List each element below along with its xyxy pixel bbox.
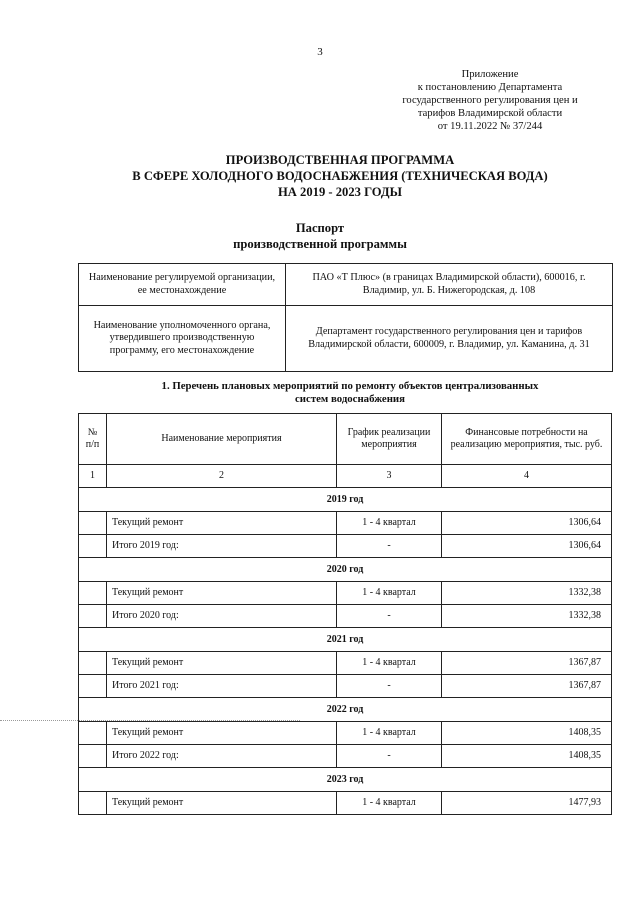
page-number: 3: [317, 46, 323, 58]
table-row: [79, 675, 612, 698]
table-row: [79, 722, 612, 745]
table-row: [79, 652, 612, 675]
table-row: [79, 745, 612, 768]
appendix-line: к постановлению Департамента: [417, 82, 563, 93]
work-name: Текущий ремонт: [107, 512, 337, 535]
work-name: Текущий ремонт: [107, 582, 337, 605]
work-name: Итого 2020 год:: [107, 605, 337, 628]
work-schedule: 1 - 4 квартал: [337, 792, 442, 815]
passport-value: Департамент государственного регулирования цен и тарифов Владимирской области, 600009, г. Владимир, ул. Каманина, д. 31: [286, 306, 613, 372]
column-number: 1: [79, 465, 107, 488]
table-row: [79, 535, 612, 558]
program-title: [60, 152, 620, 200]
passport-title-line: Паспорт: [295, 221, 345, 235]
work-schedule: 1 - 4 квартал: [337, 652, 442, 675]
appendix-line: от 19.11.2022 № 37/244: [437, 121, 543, 132]
work-schedule: -: [337, 605, 442, 628]
row-number: [79, 722, 107, 745]
column-number: 2: [107, 465, 337, 488]
header-cell: Наименование мероприятия: [107, 414, 337, 465]
work-schedule: 1 - 4 квартал: [337, 582, 442, 605]
year-label: 2019 год: [79, 488, 612, 512]
passport-row: [79, 264, 613, 306]
row-number: [79, 675, 107, 698]
year-row: [79, 698, 612, 722]
work-amount: 1332,38: [442, 582, 612, 605]
work-schedule: 1 - 4 квартал: [337, 512, 442, 535]
work-name: Текущий ремонт: [107, 722, 337, 745]
row-number: [79, 582, 107, 605]
passport-value: ПАО «Т Плюс» (в границах Владимирской области), 600016, г. Владимир, ул. Б. Нижегородская, д. 108: [286, 264, 613, 306]
year-label: 2021 год: [79, 628, 612, 652]
work-amount: 1367,87: [442, 652, 612, 675]
section-title-line: систем водоснабжения: [295, 393, 405, 405]
work-name: Итого 2021 год:: [107, 675, 337, 698]
work-schedule: -: [337, 745, 442, 768]
table-row: [79, 582, 612, 605]
row-number: [79, 535, 107, 558]
column-number: 3: [337, 465, 442, 488]
section-title-line: 1. Перечень плановых мероприятий по ремонту объектов централизованных: [161, 380, 539, 392]
row-number: [79, 512, 107, 535]
appendix-line: Приложение: [461, 69, 519, 80]
scan-dotted-line: [0, 720, 300, 721]
column-number-row: [79, 465, 612, 488]
work-amount: 1408,35: [442, 745, 612, 768]
work-amount: 1306,64: [442, 535, 612, 558]
column-number: 4: [442, 465, 612, 488]
appendix-block: [340, 68, 640, 133]
row-number: [79, 745, 107, 768]
row-number: [79, 652, 107, 675]
passport-label: Наименование уполномоченного органа, утвердившего производственную программу, его местонахождение: [79, 306, 286, 372]
passport-row: [79, 306, 613, 372]
header-cell: График реализации мероприятия: [337, 414, 442, 465]
work-amount: 1408,35: [442, 722, 612, 745]
work-schedule: -: [337, 535, 442, 558]
work-amount: 1367,87: [442, 675, 612, 698]
table-row: [79, 512, 612, 535]
appendix-line: государственного регулирования цен и: [402, 95, 578, 106]
works-header-row: [79, 414, 612, 465]
work-schedule: -: [337, 675, 442, 698]
program-title-line: В СФЕРЕ ХОЛОДНОГО ВОДОСНАБЖЕНИЯ (ТЕХНИЧЕСКАЯ ВОДА): [132, 169, 548, 183]
row-number: [79, 792, 107, 815]
year-label: 2022 год: [79, 698, 612, 722]
passport-title-line: производственной программы: [233, 237, 407, 251]
year-row: [79, 558, 612, 582]
work-name: Итого 2019 год:: [107, 535, 337, 558]
table-row: [79, 792, 612, 815]
work-name: Текущий ремонт: [107, 792, 337, 815]
works-table: [78, 413, 612, 815]
row-number: [79, 605, 107, 628]
section-title: [90, 380, 610, 406]
year-row: [79, 628, 612, 652]
passport-label: Наименование регулируемой организации, ее местонахождение: [79, 264, 286, 306]
year-label: 2020 год: [79, 558, 612, 582]
header-cell: № п/п: [79, 414, 107, 465]
work-amount: 1477,93: [442, 792, 612, 815]
header-cell: Финансовые потребности на реализацию мероприятия, тыс. руб.: [442, 414, 612, 465]
work-name: Текущий ремонт: [107, 652, 337, 675]
passport-table: [78, 263, 613, 372]
work-schedule: 1 - 4 квартал: [337, 722, 442, 745]
year-row: [79, 488, 612, 512]
year-row: [79, 768, 612, 792]
appendix-line: тарифов Владимирской области: [417, 108, 563, 119]
work-name: Итого 2022 год:: [107, 745, 337, 768]
work-amount: 1332,38: [442, 605, 612, 628]
program-title-line: НА 2019 - 2023 ГОДЫ: [278, 185, 402, 199]
program-title-line: ПРОИЗВОДСТВЕННАЯ ПРОГРАММА: [225, 153, 455, 167]
work-amount: 1306,64: [442, 512, 612, 535]
passport-title: [0, 220, 640, 252]
year-label: 2023 год: [79, 768, 612, 792]
table-row: [79, 605, 612, 628]
